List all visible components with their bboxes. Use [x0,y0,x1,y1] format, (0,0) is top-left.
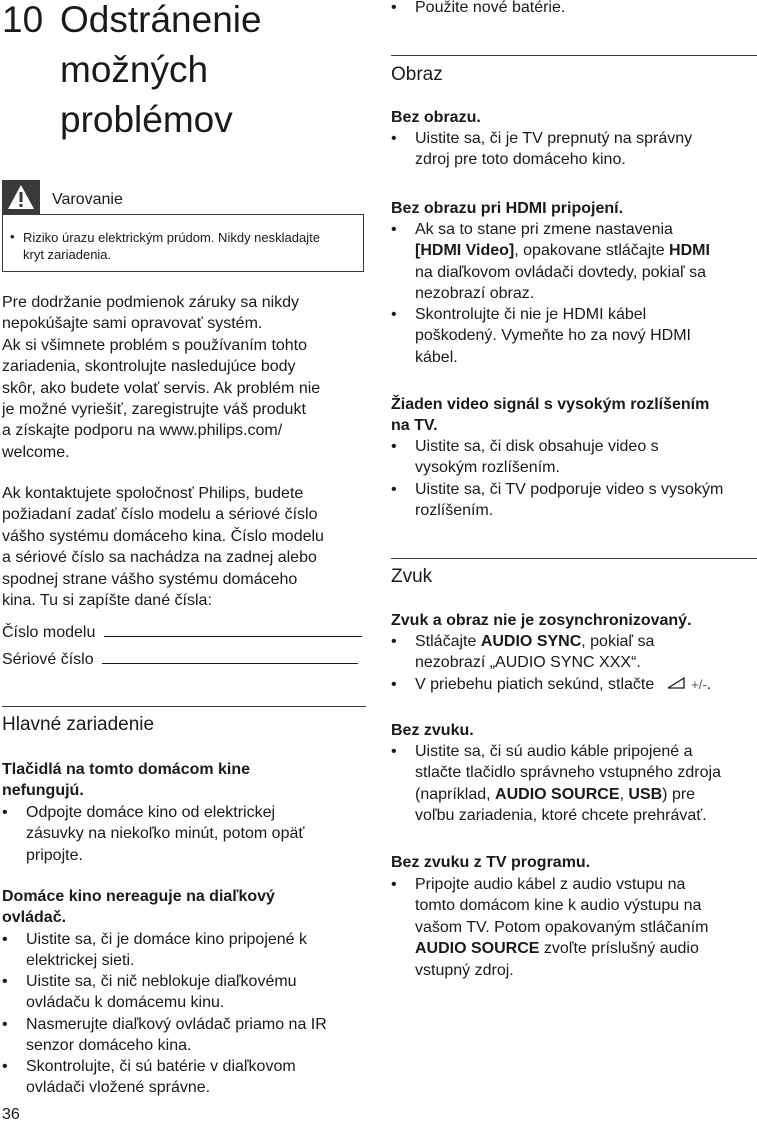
chapter-number: 10 [2,0,44,40]
chapter-title-line: Odstránenie [60,0,262,40]
section-title-picture: Obraz [391,64,443,85]
subheading-buttons: Tlačidlá na tomto domácom kine nefungujú. [2,761,251,799]
model-number-field[interactable] [2,622,362,642]
section-divider [2,706,366,707]
intro-paragraph-2: Ak kontaktujete spoločnosť Philips, budete požiadaní zadať číslo modelu a sériové číslo vášho systému domáceho kina. Číslo modelu a sériové číslo sa nachádza na zadnej alebo spodnej strane vášho systému domáceho kina. Tu si zapíšte dané čísla: [2,485,324,610]
chapter-title-line: možných [60,49,209,90]
subheading-no-picture: Bez obrazu. [391,109,481,126]
section-title-sound: Zvuk [391,566,433,587]
volume-plus-minus: +/- [691,677,707,692]
section-divider [391,55,757,56]
warning-label: Varovanie [52,191,123,208]
model-number-label: Číslo modelu [2,624,96,641]
model-number-blank[interactable] [104,622,362,637]
bullet-dot: • [10,229,15,244]
section-title-main-unit: Hlavné zariadenie [2,714,155,735]
subheading-hd-signal: Žiaden video signál s vysokým rozlíšením na TV. [391,396,710,434]
subheading-hdmi: Bez obrazu pri HDMI pripojení. [391,200,624,217]
warning-header [2,180,366,216]
serial-number-label: Sériové číslo [2,651,94,668]
serial-number-field[interactable] [2,649,358,669]
warning-icon [2,180,40,214]
subheading-no-sound: Bez zvuku. [391,722,474,739]
volume-icon [667,675,687,689]
serial-number-blank[interactable] [102,649,358,664]
warning-text: Riziko úrazu elektrickým prúdom. Nikdy neskladajte kryt zariadenia. [23,230,320,262]
subheading-remote: Domáce kino nereaguje na diaľkový ovládač. [2,888,275,926]
intro-paragraph-1: Pre dodržanie podmienok záruky sa nikdy nepokúšajte sami opravovať systém. Ak si všimnete problém s používaním tohto zariadenia, skontrolujte nasledujúce body skôr, ako budete volať servis. Ak problém nie je možné vyriešiť, zaregistrujte váš produkt a získajte podporu na www.philips.com/ welcome. [2,294,321,461]
chapter-title-text [60,0,262,145]
chapter-title-line: problémov [60,99,233,140]
subheading-tv-sound: Bez zvuku z TV programu. [391,854,591,871]
subheading-sync: Zvuk a obraz nie je zosynchronizovaný. [391,612,692,629]
page-number: 36 [2,1106,20,1123]
warning-box [2,214,364,272]
section-divider [391,558,757,559]
